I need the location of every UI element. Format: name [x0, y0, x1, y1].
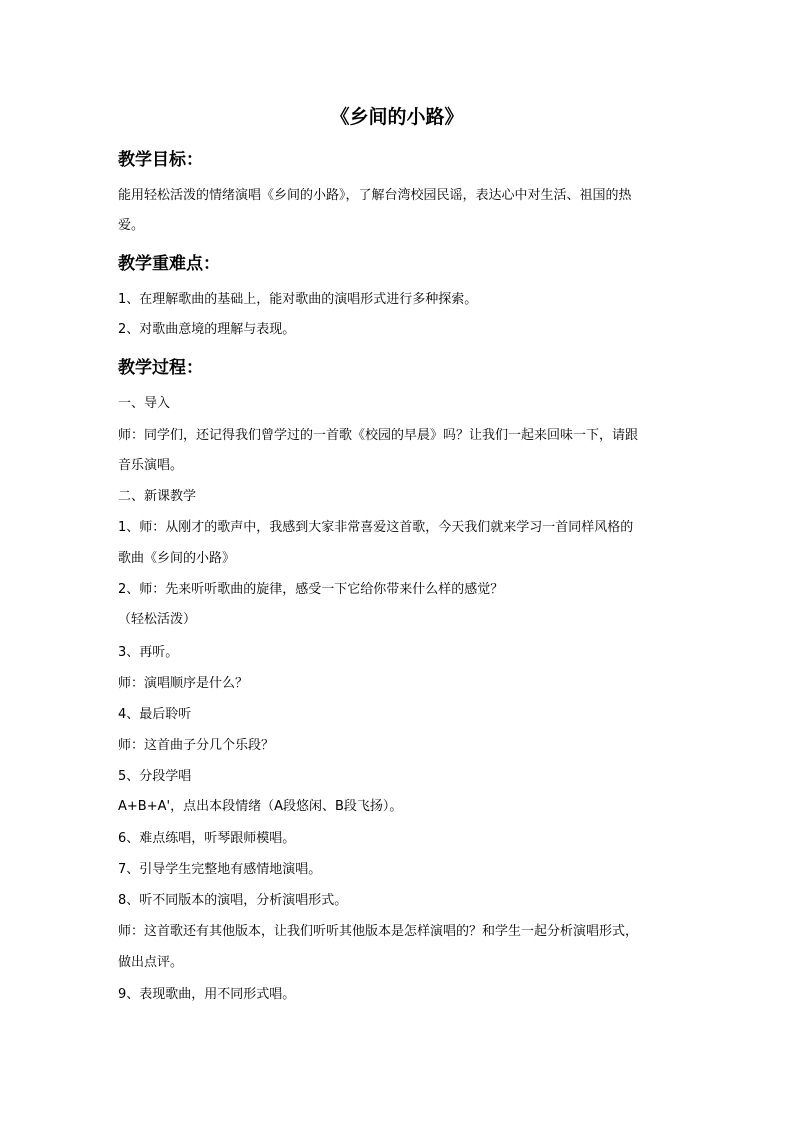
- difficulty-item-2: 2、对歌曲意境的理解与表现。: [118, 322, 296, 337]
- goals-text-line-2: 爱。: [118, 218, 145, 233]
- process-line: 2、师：先来听听歌曲的旋律，感受一下它给你带来什么样的感觉？: [118, 582, 504, 597]
- process-line: 师：这首曲子分几个乐段？: [118, 738, 275, 753]
- process-line: 师：同学们，还记得我们曾学过的一首歌《校园的早晨》吗？让我们一起来回味一下，请跟: [118, 428, 639, 443]
- process-line: 7、引导学生完整地有感情地演唱。: [118, 862, 322, 877]
- goals-text-line-1: 能用轻松活泼的情绪演唱《乡间的小路》，了解台湾校园民谣，表达心中对生活、祖国的热: [118, 188, 632, 203]
- process-line: 3、再听。: [118, 645, 179, 660]
- document-title: 《乡间的小路》: [330, 106, 464, 128]
- process-line: 做出点评。: [118, 955, 184, 970]
- process-line: 5、分段学唱: [118, 769, 192, 784]
- process-line: 音乐演唱。: [118, 458, 184, 473]
- process-line: 歌曲《乡间的小路》: [118, 551, 236, 566]
- process-line: 二、新课教学: [118, 489, 197, 504]
- process-line: 9、表现歌曲，用不同形式唱。: [118, 987, 296, 1002]
- process-line: 一、导入: [118, 396, 171, 411]
- process-line: 1、师：从刚才的歌声中，我感到大家非常喜爱这首歌，今天我们就来学习一首同样风格的: [118, 520, 634, 535]
- process-line: 师：演唱顺序是什么？: [118, 676, 249, 691]
- process-line: （轻松活泼）: [118, 612, 197, 627]
- process-line: A+B+A'，点出本段情绪（A段悠闲、B段飞扬）。: [118, 799, 403, 814]
- process-line: 4、最后聆听: [118, 707, 192, 722]
- difficulty-item-1: 1、在理解歌曲的基础上，能对歌曲的演唱形式进行多种探索。: [118, 292, 478, 307]
- heading-key-difficulties: 教学重难点：: [118, 254, 220, 274]
- heading-teaching-process: 教学过程：: [118, 358, 203, 378]
- heading-teaching-goals: 教学目标：: [118, 150, 203, 170]
- process-line: 6、难点练唱，听琴跟师模唱。: [118, 831, 296, 846]
- process-line: 8、听不同版本的演唱，分析演唱形式。: [118, 893, 348, 908]
- process-line: 师：这首歌还有其他版本，让我们听听其他版本是怎样演唱的？和学生一起分析演唱形式，: [118, 924, 639, 939]
